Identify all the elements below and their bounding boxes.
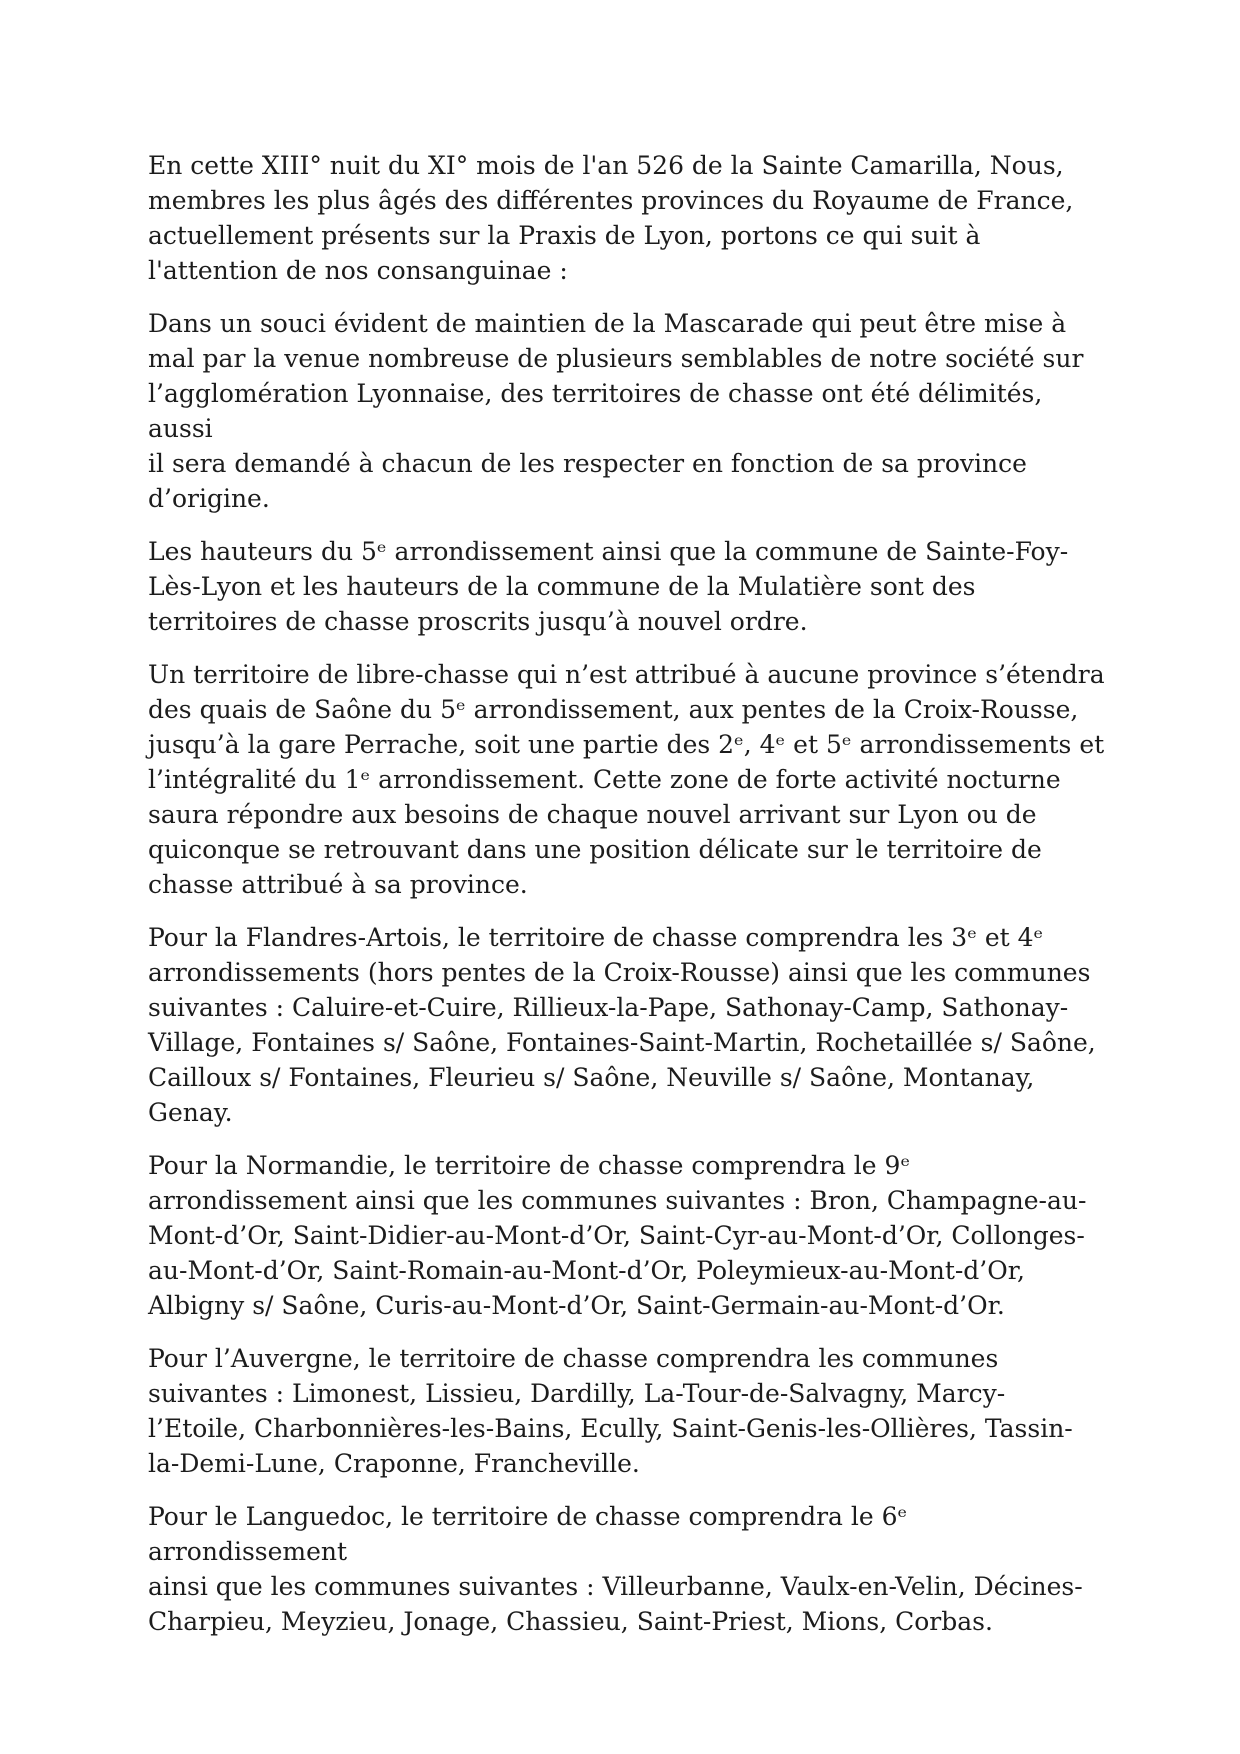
paragraph-preamble: En cette XIII° nuit du XI° mois de l'an 526 de la Sainte Camarilla, Nous, membres les plus âgés des différentes provinces du Royaume de France, actuellement présents sur la Praxis de Lyon, portons ce qui suit à l'attention de nos consanguinae : — [148, 151, 1074, 285]
paragraph-auvergne: Pour l’Auvergne, le territoire de chasse comprendra les communes suivantes : Limonest, Lissieu, Dardilly, La-Tour-de-Salvagny, Marcy- l’Etoile, Charbonnières-les-Bains, Ecully, Saint-Genis-les-Ollières, Tassin- la-Demi-Lune, Craponne, Francheville. — [148, 1344, 1073, 1478]
paragraph-normandie: Pour la Normandie, le territoire de chasse comprendra le 9ᵉ arrondissement ainsi que les communes suivantes : Bron, Champagne-au- Mont-d’Or, Saint-Didier-au-Mont-d’Or, Saint-Cyr-au-Mont-d’Or, Collonges- au-Mont-d’Or, Saint-Romain-au-Mont-d’Or, Poleymieux-au-Mont-d’Or, Albigny s/ Saône, Curis-au-Mont-d’Or, Saint-Germain-au-Mont-d’Or. — [148, 1151, 1087, 1320]
document-page — [148, 148, 1108, 1657]
paragraph-proscribed-territories: Les hauteurs du 5ᵉ arrondissement ainsi que la commune de Sainte-Foy- Lès-Lyon et les hauteurs de la commune de la Mulatière sont des territoires de chasse proscrits jusqu’à nouvel ordre. — [148, 537, 1069, 636]
paragraph-flandres-artois: Pour la Flandres-Artois, le territoire de chasse comprendra les 3ᵉ et 4ᵉ arrondissements (hors pentes de la Croix-Rousse) ainsi que les communes suivantes : Caluire-et-Cuire, Rillieux-la-Pape, Sathonay-Camp, Sathonay- Village, Fontaines s/ Saône, Fontaines-Saint-Martin, Rochetaillée s/ Saône, Cailloux s/ Fontaines, Fleurieu s/ Saône, Neuville s/ Saône, Montanay, Genay. — [148, 923, 1096, 1127]
paragraph-free-hunting: Un territoire de libre-chasse qui n’est attribué à aucune province s’étendra des quais de Saône du 5ᵉ arrondissement, aux pentes de la Croix-Rousse, jusqu’à la gare Perrache, soit une partie des 2ᵉ, 4ᵉ et 5ᵉ arrondissements et l’intégralité du 1ᵉ arrondissement. Cette zone de forte activité nocturne saura répondre aux besoins de chaque nouvel arrivant sur Lyon ou de quiconque se retrouvant dans une position délicate sur le territoire de chasse attribué à sa province. — [148, 660, 1105, 899]
paragraph-languedoc: Pour le Languedoc, le territoire de chasse comprendra le 6ᵉ arrondissement ainsi que les communes suivantes : Villeurbanne, Vaulx-en-Velin, Décines- Charpieu, Meyzieu, Jonage, Chassieu, Saint-Priest, Mions, Corbas. — [148, 1502, 1083, 1636]
paragraph-mascarade: Dans un souci évident de maintien de la Mascarade qui peut être mise à mal par la venue nombreuse de plusieurs semblables de notre société sur l’agglomération Lyonnaise, des territoires de chasse ont été délimités, aussi il sera demandé à chacun de les respecter en fonction de sa province d’origine. — [148, 309, 1084, 513]
